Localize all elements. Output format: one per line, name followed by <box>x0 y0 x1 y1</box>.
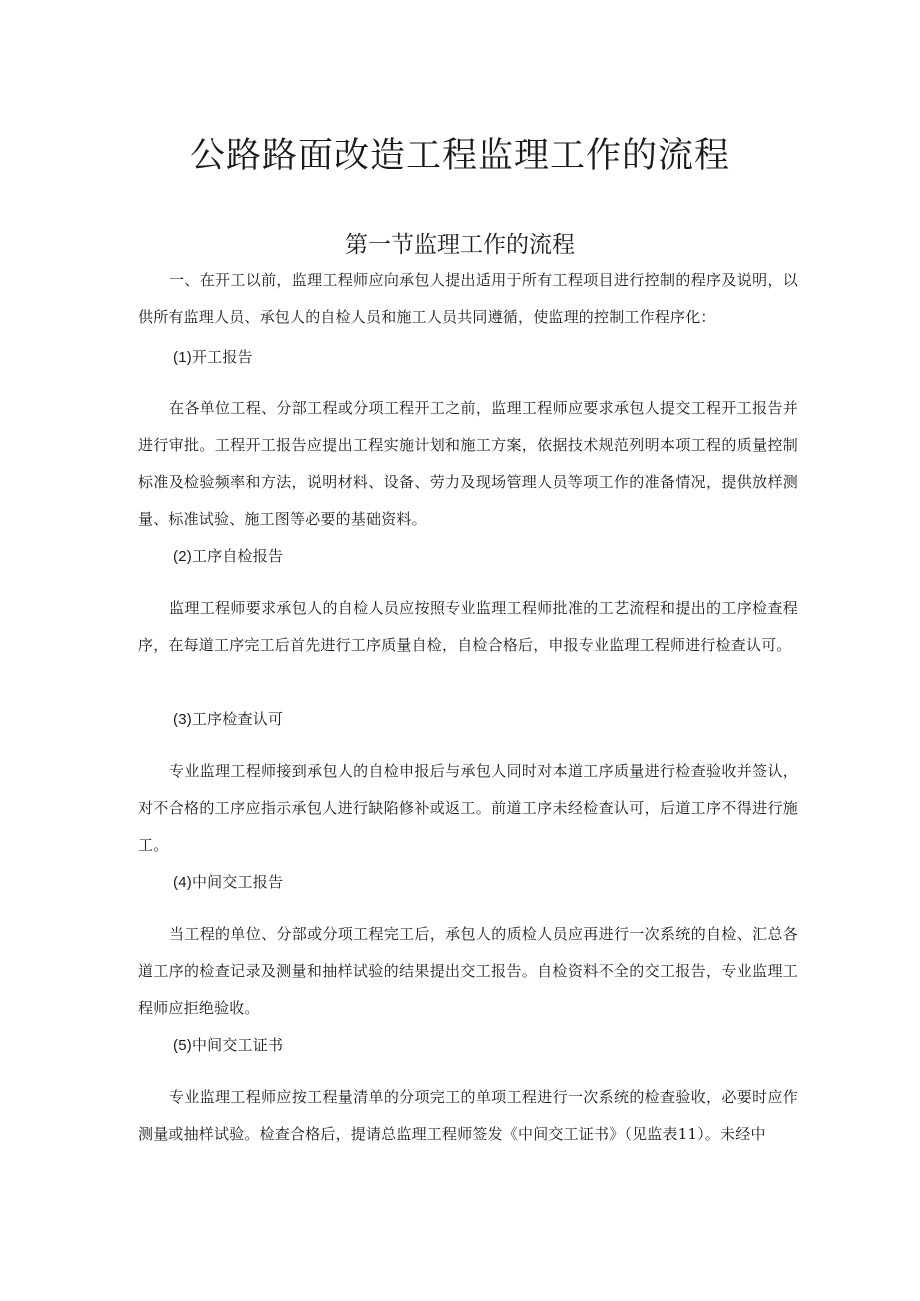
item-heading-text: 工序自检报告 <box>191 547 284 565</box>
item-heading-text: 中间交工证书 <box>191 1036 284 1054</box>
item-body-2: 监理工程师要求承包人的自检人员应按照专业监理工程师批准的工艺流程和提出的工序检查程序，在每道工序完工后首先进行工序质量自检，自检合格后，申报专业监理工程师进行检查认可。 <box>138 599 798 654</box>
item-heading-2 <box>173 544 283 569</box>
item-body-1: 在各单位工程、分部工程或分项工程开工之前，监理工程师应要求承包人提交工程开工报告并进行审批。工程开工报告应提出工程实施计划和施工方案，依据技术规范列明本项工程的质量控制标准及检验频率和方法，说明材料、设备、劳力及现场管理人员等项工作的准备情况，提供放样测量、标准试验、施工图等必要的基础资料。 <box>138 399 798 528</box>
item-heading-4 <box>173 870 283 895</box>
item-heading-text: 开工报告 <box>191 348 253 366</box>
item-heading-3 <box>173 707 283 732</box>
item-heading-1 <box>173 345 253 370</box>
item-body-5: 专业监理工程师应按工程量清单的分项完工的单项工程进行一次系统的检查验收，必要时应作测量或抽样试验。检查合格后，提请总监理工程师签发《中间交工证书》（见监表11）。未经中 <box>138 1088 798 1143</box>
section-title: 第一节监理工作的流程 <box>345 232 575 258</box>
item-body-3: 专业监理工程师接到承包人的自检申报后与承包人同时对本道工序质量进行检查验收并签认，对不合格的工序应指示承包人进行缺陷修补或返工。前道工序未经检查认可，后道工序不得进行施工。 <box>138 762 798 854</box>
item-heading-text: 中间交工报告 <box>191 873 284 891</box>
item-number: (1) <box>173 349 192 366</box>
item-number: (5) <box>173 1037 192 1054</box>
item-heading-5 <box>173 1033 283 1058</box>
document-title: 公路路面改造工程监理工作的流程 <box>189 136 730 176</box>
item-number: (2) <box>173 548 192 565</box>
item-body-4: 当工程的单位、分部或分项工程完工后，承包人的质检人员应再进行一次系统的自检、汇总各道工序的检查记录及测量和抽样试验的结果提出交工报告。自检资料不全的交工报告，专业监理工程师应拒绝验收。 <box>138 925 798 1017</box>
item-number: (3) <box>173 711 192 728</box>
item-number: (4) <box>173 874 192 891</box>
intro-paragraph: 一、在开工以前，监理工程师应向承包人提出适用于所有工程项目进行控制的程序及说明，以供所有监理人员、承包人的自检人员和施工人员共同遵循，使监理的控制工作程序化： <box>138 271 798 326</box>
item-heading-text: 工序检查认可 <box>191 710 284 728</box>
